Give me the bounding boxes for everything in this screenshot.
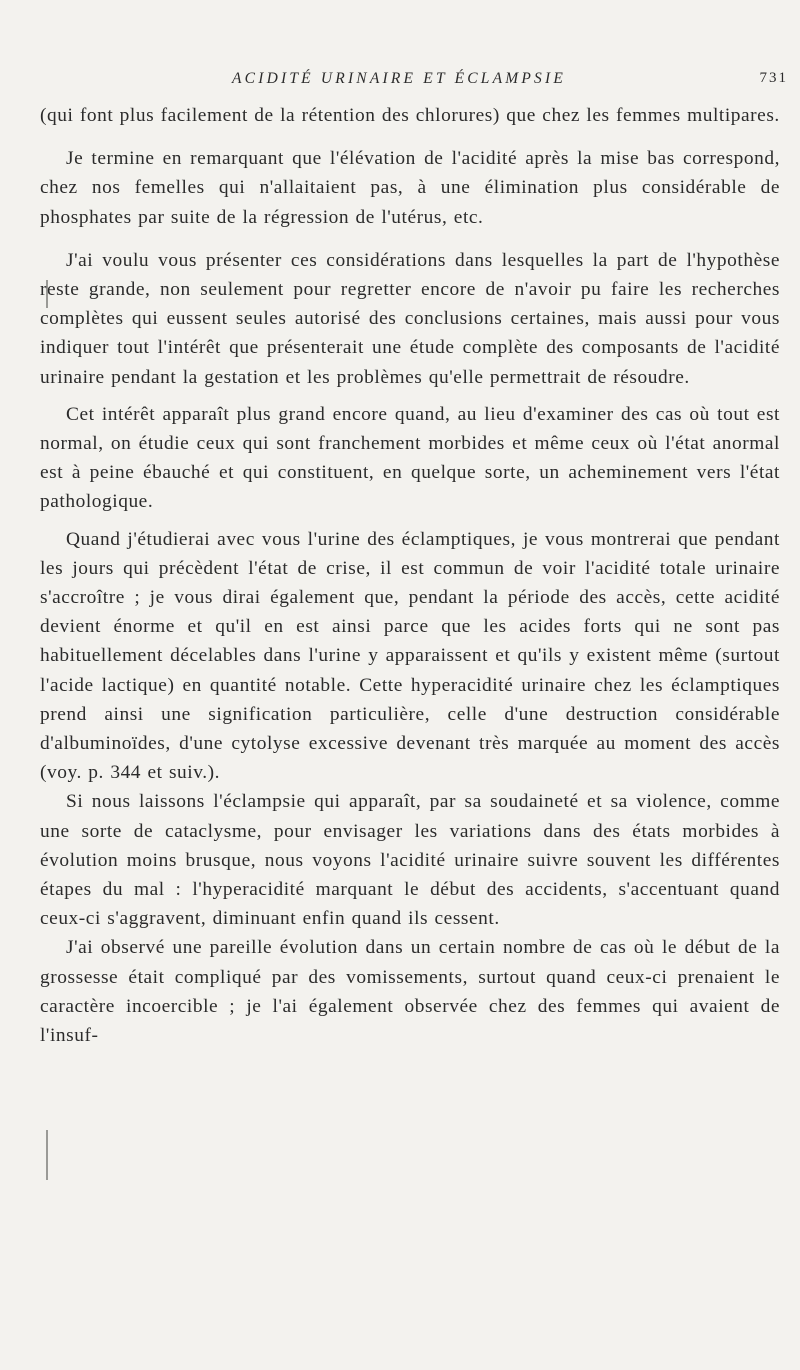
paragraph-1: (qui font plus facilement de la rétention des chlorures) que chez les femmes multipares. xyxy=(40,105,780,126)
paragraph-3: J'ai voulu vous présenter ces considérations dans lesquelles la part de l'hypothèse reste grande, non seulement pour regretter encore de n'avoir pu faire les recherches complètes qui eussent seules autorisé des conclusions certaines, mais aussi pour vous indiquer tout l'intérêt que présenterait une étude complète des composants de l'acidité urinaire pendant la gestation et les problèmes qu'elle permettrait de résoudre. xyxy=(40,249,780,388)
page xyxy=(40,0,788,1370)
running-title: ACIDITÉ URINAIRE ET ÉCLAMPSIE xyxy=(232,70,567,87)
body-text xyxy=(40,101,780,1050)
paragraph-5: Quand j'étudierai avec vous l'urine des éclamptiques, je vous montrerai que pendant les jours qui précèdent l'état de crise, il est commun de voir l'acidité totale urinaire s'accroître ; je vous dirai également que, pendant la période des accès, cette acidité devient énorme et qu'il en est ainsi parce que les acides forts qui ne sont pas habituellement décelables dans l'urine y apparaissent et qu'ils y existent même (surtout l'acide lactique) en quantité notable. Cette hyperacidité urinaire chez les éclamptiques prend ainsi une signification particulière, celle d'une destruction considérable d'albuminoïdes, d'une cytolyse excessive devenant très marquée au moment des accès (voy. p. 344 et suiv.). xyxy=(40,528,780,784)
paragraph-2: Je termine en remarquant que l'élévation de l'acidité après la mise bas correspond, chez nos femelles qui n'allaitaient pas, à une élimination plus considérable de phosphates par suite de la régression de l'utérus, etc. xyxy=(40,148,780,228)
page-header xyxy=(40,70,800,94)
page-number: 731 xyxy=(759,70,788,86)
margin-mark xyxy=(46,1130,48,1180)
paragraph-7: J'ai observé une pareille évolution dans un certain nombre de cas où le début de la grossesse était compliqué par des vomissements, surtout quand ceux-ci prenaient le caractère incoercible ; je l'ai également observée chez des femmes qui avaient de l'insuf- xyxy=(40,937,780,1047)
paragraph-4: Cet intérêt apparaît plus grand encore quand, au lieu d'examiner des cas où tout est normal, on étudie ceux qui sont franchement morbides et même ceux où l'état anormal est à peine ébauché et qui constituent, en quelque sorte, un acheminement vers l'état pathologique. xyxy=(40,403,780,513)
paragraph-6: Si nous laissons l'éclampsie qui apparaît, par sa soudaineté et sa violence, comme une sorte de cataclysme, pour envisager les variations dans des états morbides à évolution moins brusque, nous voyons l'acidité urinaire suivre souvent les différentes étapes du mal : l'hyperacidité marquant le début des accidents, s'accentuant quand ceux-ci s'aggravent, diminuant enfin quand ils cessent. xyxy=(40,791,780,930)
